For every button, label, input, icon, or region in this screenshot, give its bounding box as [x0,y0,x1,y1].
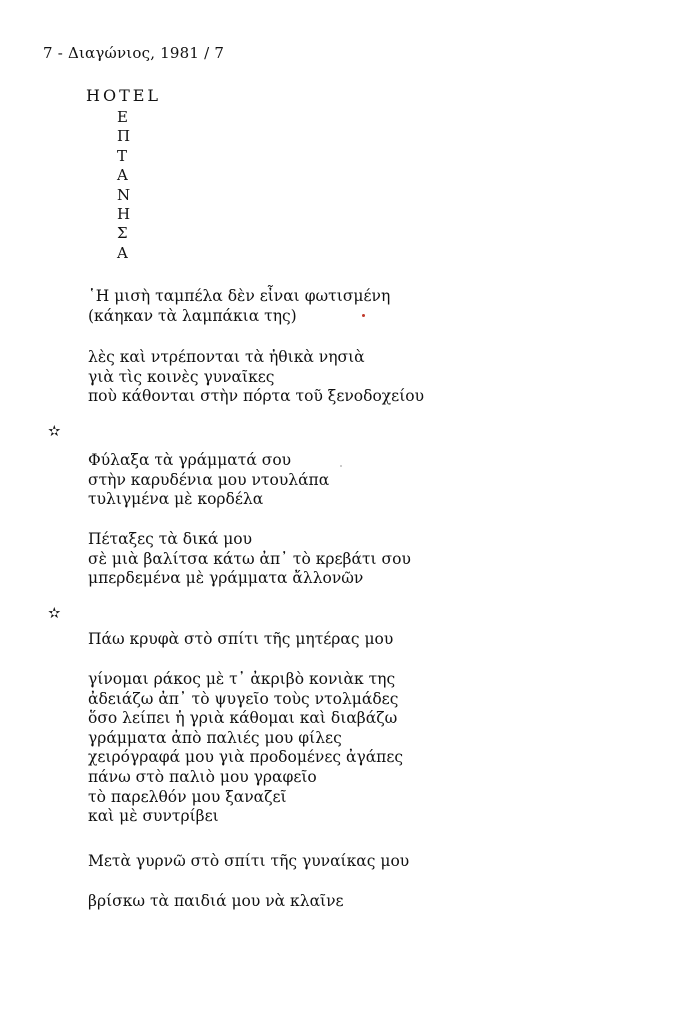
poem-line: (κάηκαν τὰ λαμπάκια της) [88,306,297,325]
stanza-1 [88,287,390,326]
poem-line: Φύλαξα τὰ γράμματά σου [88,451,292,469]
poem-line: τὸ παρελθόν μου ξαναζεῖ [88,787,287,806]
poem-line: βρίσκω τὰ παιδιά μου νὰ κλαῖνε [88,892,344,910]
poem-line: ἀδειάζω ἀπ᾿ τὸ ψυγεῖο τοὺς ντολμάδες [88,689,399,708]
ink-speck [340,465,342,467]
poem-line: μπερδεμένα μὲ γράμματα ἄλλονῶν [88,569,364,588]
poem-line: καὶ μὲ συντρίβει [88,807,219,826]
stanza-2 [88,348,424,407]
poem-line: γιὰ τὶς κοινὲς γυναῖκες [88,367,275,386]
ink-speck [362,314,365,317]
stanza-5 [88,630,393,650]
poem-line: γίνομαι ράκος μὲ τ᾿ ἀκριβὸ κονιὰκ της [88,670,396,688]
vertical-letter: Α [117,243,128,262]
vertical-letter: Τ [117,146,128,165]
poem-line: ὅσο λείπει ἡ γριὰ κάθομαι καὶ διαβάζω [88,709,398,728]
star-separator-icon: ✫ [48,422,61,440]
stanza-8 [88,892,344,912]
stanza-4 [88,530,411,589]
vertical-letter: Ν [117,185,131,204]
poem-line: σὲ μιὰ βαλίτσα κάτω ἀπ᾿ τὸ κρεβάτι σου [88,549,411,568]
poem-line: χειρόγραφά μου γιὰ προδομένες ἀγάπες [88,748,404,767]
stanza-3 [88,451,329,510]
hotel-title: HOTEL [86,86,162,105]
poem-line: στὴν καρυδένια μου ντουλάπα [88,470,330,489]
stanza-7 [88,852,409,872]
poem-line: τυλιγμένα μὲ κορδέλα [88,490,264,509]
poem-line: γράμματα ἀπὸ παλιές μου φίλες [88,728,342,747]
vertical-letter: Ε [117,108,128,126]
poem-line: πάνω στὸ παλιὸ μου γραφεῖο [88,767,317,786]
poem-line: λὲς καὶ ντρέπονται τὰ ἠθικὰ νησιὰ [88,348,365,366]
stanza-6 [88,670,403,827]
vertical-letter: Η [117,205,131,224]
vertical-title-eptanisa [117,108,130,263]
poem-line: Πέταξες τὰ δικά μου [88,530,253,548]
vertical-letter: Π [117,127,131,146]
poem-line: ῾Η μισὴ ταμπέλα δὲν εἶναι φωτισμένη [88,287,391,305]
poem-line: ποὺ κάθονται στὴν πόρτα τοῦ ξενοδοχείου [88,387,425,406]
vertical-letter: Α [117,166,128,185]
page-header: 7 - Διαγώνιος, 1981 / 7 [43,44,225,62]
star-separator-icon: ✫ [48,604,61,622]
vertical-letter: Σ [117,224,128,243]
poem-line: Μετὰ γυρνῶ στὸ σπίτι τῆς γυναίκας μου [88,852,410,870]
poem-line: Πάω κρυφὰ στὸ σπίτι τῆς μητέρας μου [88,630,394,648]
